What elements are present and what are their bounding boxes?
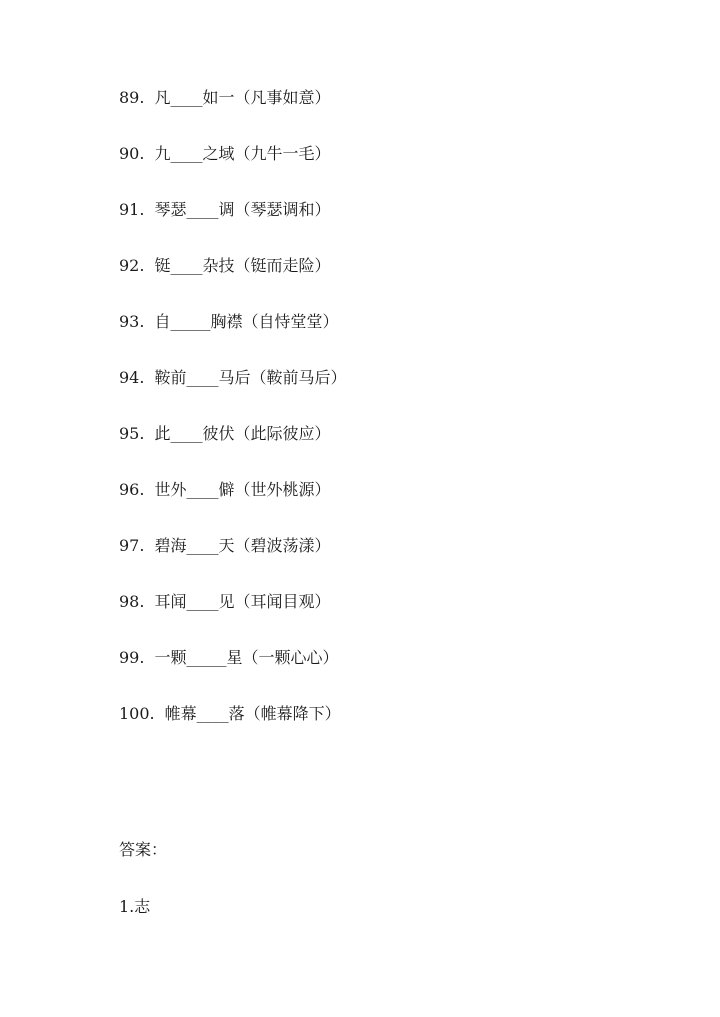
question-text: 世外____僻（世外桃源） xyxy=(154,480,331,499)
question-text: 鞍前____马后（鞍前马后） xyxy=(154,368,347,387)
question-item xyxy=(119,592,330,612)
question-item xyxy=(119,368,346,388)
question-item xyxy=(119,536,330,556)
question-text: 碧海____天（碧波荡漾） xyxy=(154,536,331,555)
question-text: 帷幕____落（帷幕降下） xyxy=(164,704,341,723)
answer-item: 1.志 xyxy=(119,897,151,916)
question-item xyxy=(119,480,330,500)
question-number: 99. xyxy=(119,648,145,667)
question-item xyxy=(119,88,330,108)
question-text: 自_____胸襟（自恃堂堂） xyxy=(154,312,339,331)
question-text: 琴瑟____调（琴瑟调和） xyxy=(154,200,331,219)
question-number: 92. xyxy=(119,256,145,275)
question-text: 凡____如一（凡事如意） xyxy=(154,88,331,107)
question-number: 94. xyxy=(119,368,145,387)
question-text: 一颗_____星（一颗心心） xyxy=(154,648,339,667)
question-number: 90. xyxy=(119,144,145,163)
question-number: 100. xyxy=(119,704,155,723)
question-number: 89. xyxy=(119,88,145,107)
question-number: 97. xyxy=(119,536,145,555)
question-item xyxy=(119,648,338,668)
question-item xyxy=(119,424,330,444)
question-item xyxy=(119,312,338,332)
question-number: 93. xyxy=(119,312,145,331)
question-item xyxy=(119,144,330,164)
question-item xyxy=(119,200,330,220)
question-number: 95. xyxy=(119,424,145,443)
question-item xyxy=(119,256,330,276)
question-number: 98. xyxy=(119,592,145,611)
question-item xyxy=(119,704,341,724)
question-text: 此____彼伏（此际彼应） xyxy=(154,424,331,443)
question-number: 96. xyxy=(119,480,145,499)
question-text: 九____之域（九牛一毛） xyxy=(154,144,331,163)
question-text: 铤____杂技（铤而走险） xyxy=(154,256,331,275)
question-text: 耳闻____见（耳闻目观） xyxy=(154,592,331,611)
answers-heading: 答案： xyxy=(119,840,168,859)
question-number: 91. xyxy=(119,200,145,219)
